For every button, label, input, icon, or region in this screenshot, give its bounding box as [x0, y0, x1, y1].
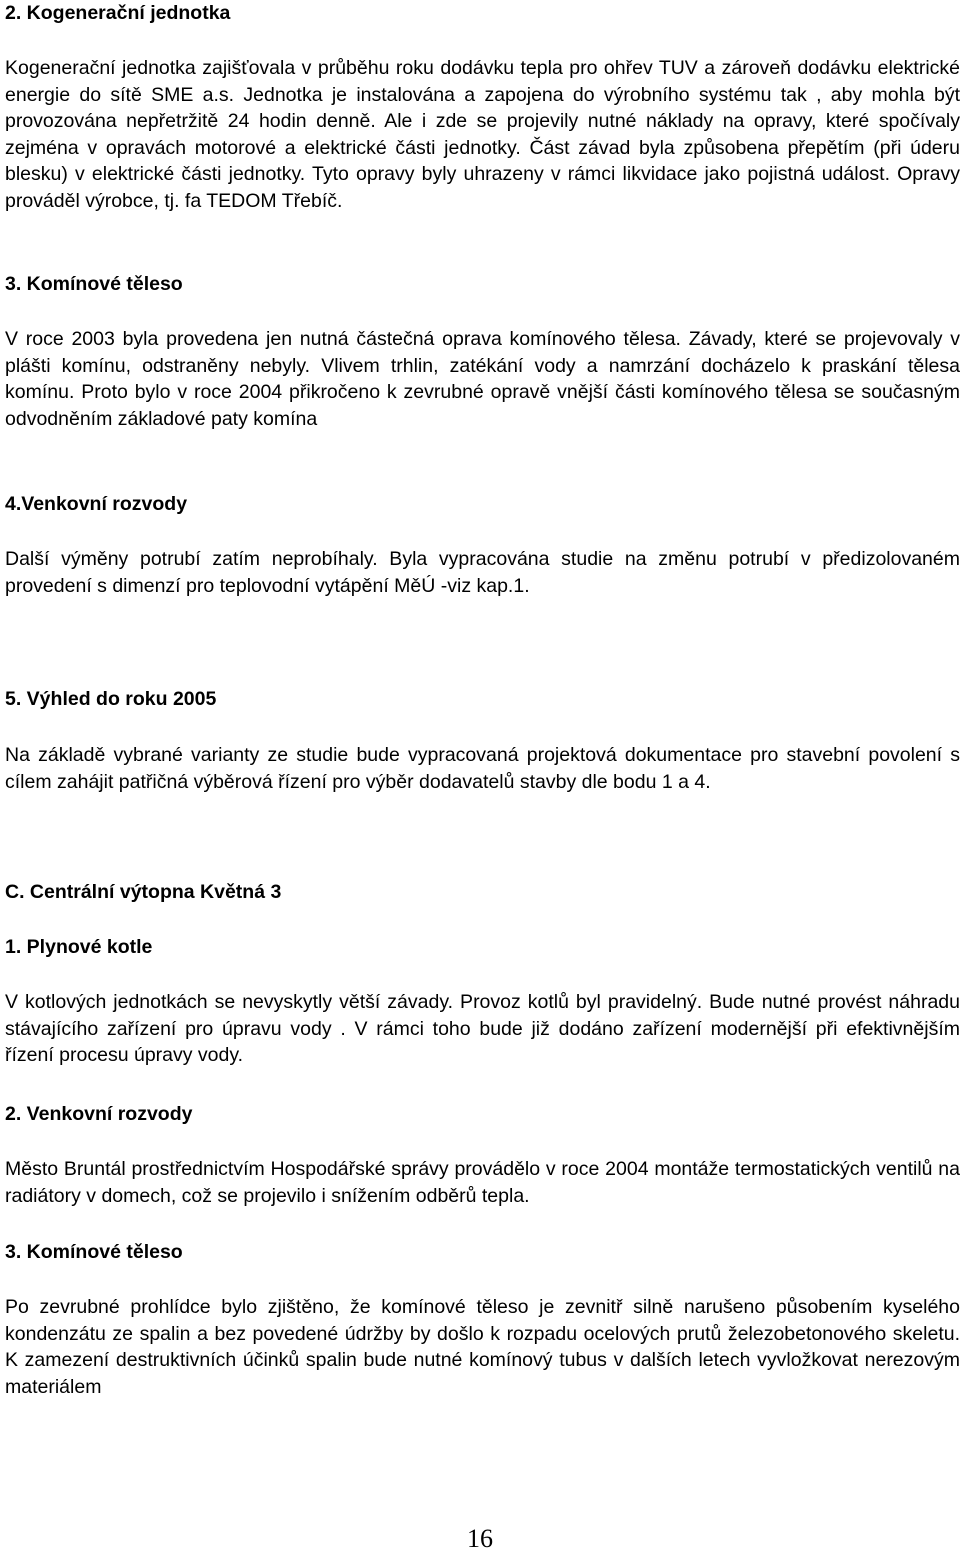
heading-kominove-teleso-2: 3. Komínové těleso — [5, 1241, 183, 1263]
paragraph-kominove-teleso: V roce 2003 byla provedena jen nutná částečná oprava komínového tělesa. Závady, které se projevovaly v plášti komínu, odstraněny nebyly. Vlivem trhlin, zatékání vody a namrzání docházelo k praskání tělesa komínu. Proto bylo v roce 2004 přikročeno k zevrubné opravě vnější části komínového tělesa se současným odvodněním základové paty komína — [5, 328, 960, 430]
heading-plynove-kotle: 1. Plynové kotle — [5, 936, 153, 958]
paragraph-plynove-kotle: V kotlových jednotkách se nevyskytly větší závady. Provoz kotlů byl pravidelný. Bude nutné provést náhradu stávajícího zařízení pro úpravu vody . V rámci toho bude již dodáno zařízení modernější při efektivnějším řízení procesu úpravy vody. — [5, 991, 960, 1067]
heading-vyhled-2005: 5. Výhled do roku 2005 — [5, 688, 217, 710]
paragraph-venkovni-rozvody-2: Město Bruntál prostřednictvím Hospodářské správy provádělo v roce 2004 montáže termostatických ventilů na radiátory v domech, což se projevilo i snížením odběrů tepla. — [5, 1158, 960, 1207]
heading-centralni-vytopna: C. Centrální výtopna Květná 3 — [5, 881, 282, 903]
paragraph-kominove-teleso-2: Po zevrubné prohlídce bylo zjištěno, že komínové těleso je zevnitř silně narušeno působením kyselého kondenzátu ze spalin a bez povedené údržby by došlo k rozpadu ocelových prutů železobetonového skeletu. K zamezení destruktivních účinků spalin bude nutné komínový tubus v dalších letech vyvložkovat nerezovým materiálem — [5, 1296, 960, 1398]
paragraph-venkovni-rozvody: Další výměny potrubí zatím neprobíhaly. Byla vypracována studie na změnu potrubí v předizolovaném provedení s dimenzí pro teplovodní vytápění MěÚ -viz kap.1. — [5, 548, 960, 597]
heading-kogeneracni-jednotka: 2. Kogenerační jednotka — [5, 2, 231, 24]
paragraph-vyhled-2005: Na základě vybrané varianty ze studie bude vypracovaná projektová dokumentace pro stavební povolení s cílem zahájit patřičná výběrová řízení pro výběr dodavatelů stavby dle bodu 1 a 4. — [5, 744, 960, 793]
heading-venkovni-rozvody: 4.Venkovní rozvody — [5, 493, 188, 515]
heading-venkovni-rozvody-2: 2. Venkovní rozvody — [5, 1103, 193, 1125]
page-number: 16 — [467, 1524, 493, 1553]
heading-kominove-teleso: 3. Komínové těleso — [5, 273, 183, 295]
paragraph-kogeneracni-jednotka: Kogenerační jednotka zajišťovala v průběhu roku dodávku tepla pro ohřev TUV a zároveň dodávku elektrické energie do sítě SME a.s. Jednotka je instalována a zapojena do výrobního systému tak , aby mohla být provozována nepřetržitě 24 hodin denně. Ale i zde se projevily nutné náklady na opravy, které spočívaly zejména v opravách motorové a elektrické části jednotky. Část závad byla způsobena přepětím (při úderu blesku) v elektrické části jednotky. Tyto opravy byly uhrazeny v rámci likvidace jako pojistná událost. Opravy prováděl výrobce, tj. fa TEDOM Třebíč. — [5, 57, 960, 212]
